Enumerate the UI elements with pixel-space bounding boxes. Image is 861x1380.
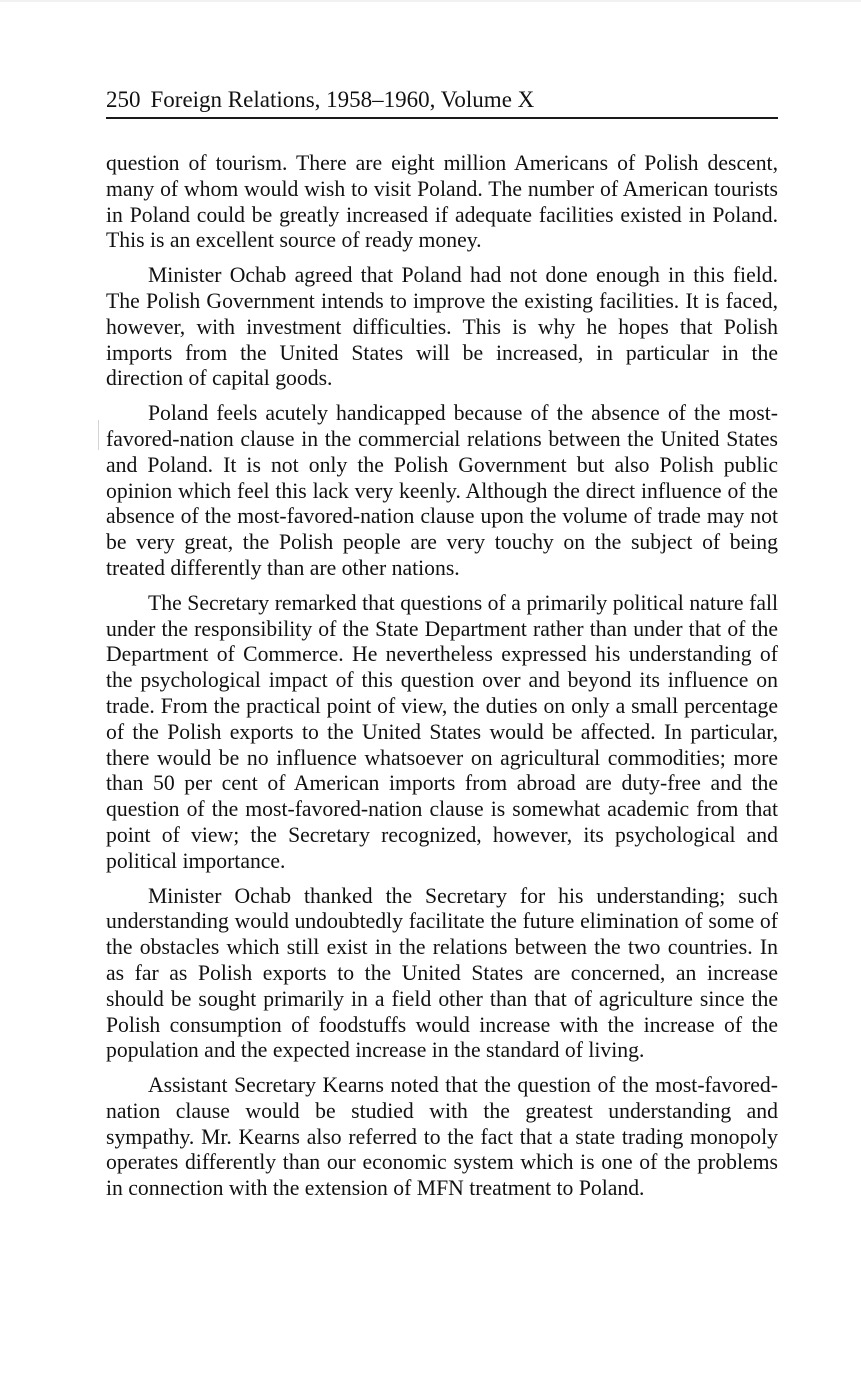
header-rule [106, 117, 778, 119]
paragraph-kearns-note: Assistant Secretary Kearns noted that the question of the most-favored-nation clause would be studied with the greatest understanding and sympathy. Mr. Kearns also referred to the fact that a state trading monopoly operates differently than our economic system which is one of the problems in connection with the extension of MFN treatment to Poland. [106, 1073, 778, 1201]
paragraph-tourism: question of tourism. There are eight million Americans of Polish descent, many of whom would wish to visit Poland. The number of American tourists in Poland could be greatly increased if adequate facilities existed in Poland. This is an excellent source of ready money. [106, 151, 778, 253]
paragraph-ochab-facilities: Minister Ochab agreed that Poland had not done enough in this field. The Polish Government intends to improve the existing facilities. It is faced, however, with investment difficulties. This is why he hopes that Polish imports from the United States will be increased, in particular in the direction of capital goods. [106, 263, 778, 391]
body-text [106, 151, 778, 1211]
paragraph-secretary-remarks: The Secretary remarked that questions of a primarily political nature fall under the responsibility of the State Department rather than under that of the Department of Commerce. He nevertheless expressed his understanding of the psychological impact of this question over and beyond its influence on trade. From the practical point of view, the duties on only a small percentage of the Polish exports to the United States would be affected. In particular, there would be no influence whatsoever on agricultural commodities; more than 50 per cent of American imports from abroad are duty-free and the question of the most-favored-nation clause is somewhat academic from that point of view; the Secretary recognized, however, its psychological and political importance. [106, 590, 778, 873]
scan-mark [98, 420, 99, 450]
page-top-edge [0, 0, 861, 2]
publication-title: Foreign Relations, 1958–1960, Volume X [150, 87, 535, 112]
page-number: 250 [106, 87, 141, 112]
paragraph-mfn-handicap: Poland feels acutely handicapped because of the absence of the most-favored-nation clause in the commercial relations between the United States and Poland. It is not only the Polish Government but also Polish public opinion which feel this lack very keenly. Although the direct influence of the absence of the most-favored-nation clause upon the volume of trade may not be very great, the Polish people are very touchy on the subject of being treated differently than are other nations. [106, 401, 778, 580]
running-head [106, 86, 778, 114]
paragraph-ochab-thanks: Minister Ochab thanked the Secretary for his understanding; such understanding would undoubtedly facilitate the future elimination of some of the obstacles which still exist in the relations between the two countries. In as far as Polish exports to the United States are concerned, an increase should be sought primarily in a field other than that of agriculture since the Polish consumption of foodstuffs would increase with the increase of the population and the expected increase in the standard of living. [106, 883, 778, 1063]
